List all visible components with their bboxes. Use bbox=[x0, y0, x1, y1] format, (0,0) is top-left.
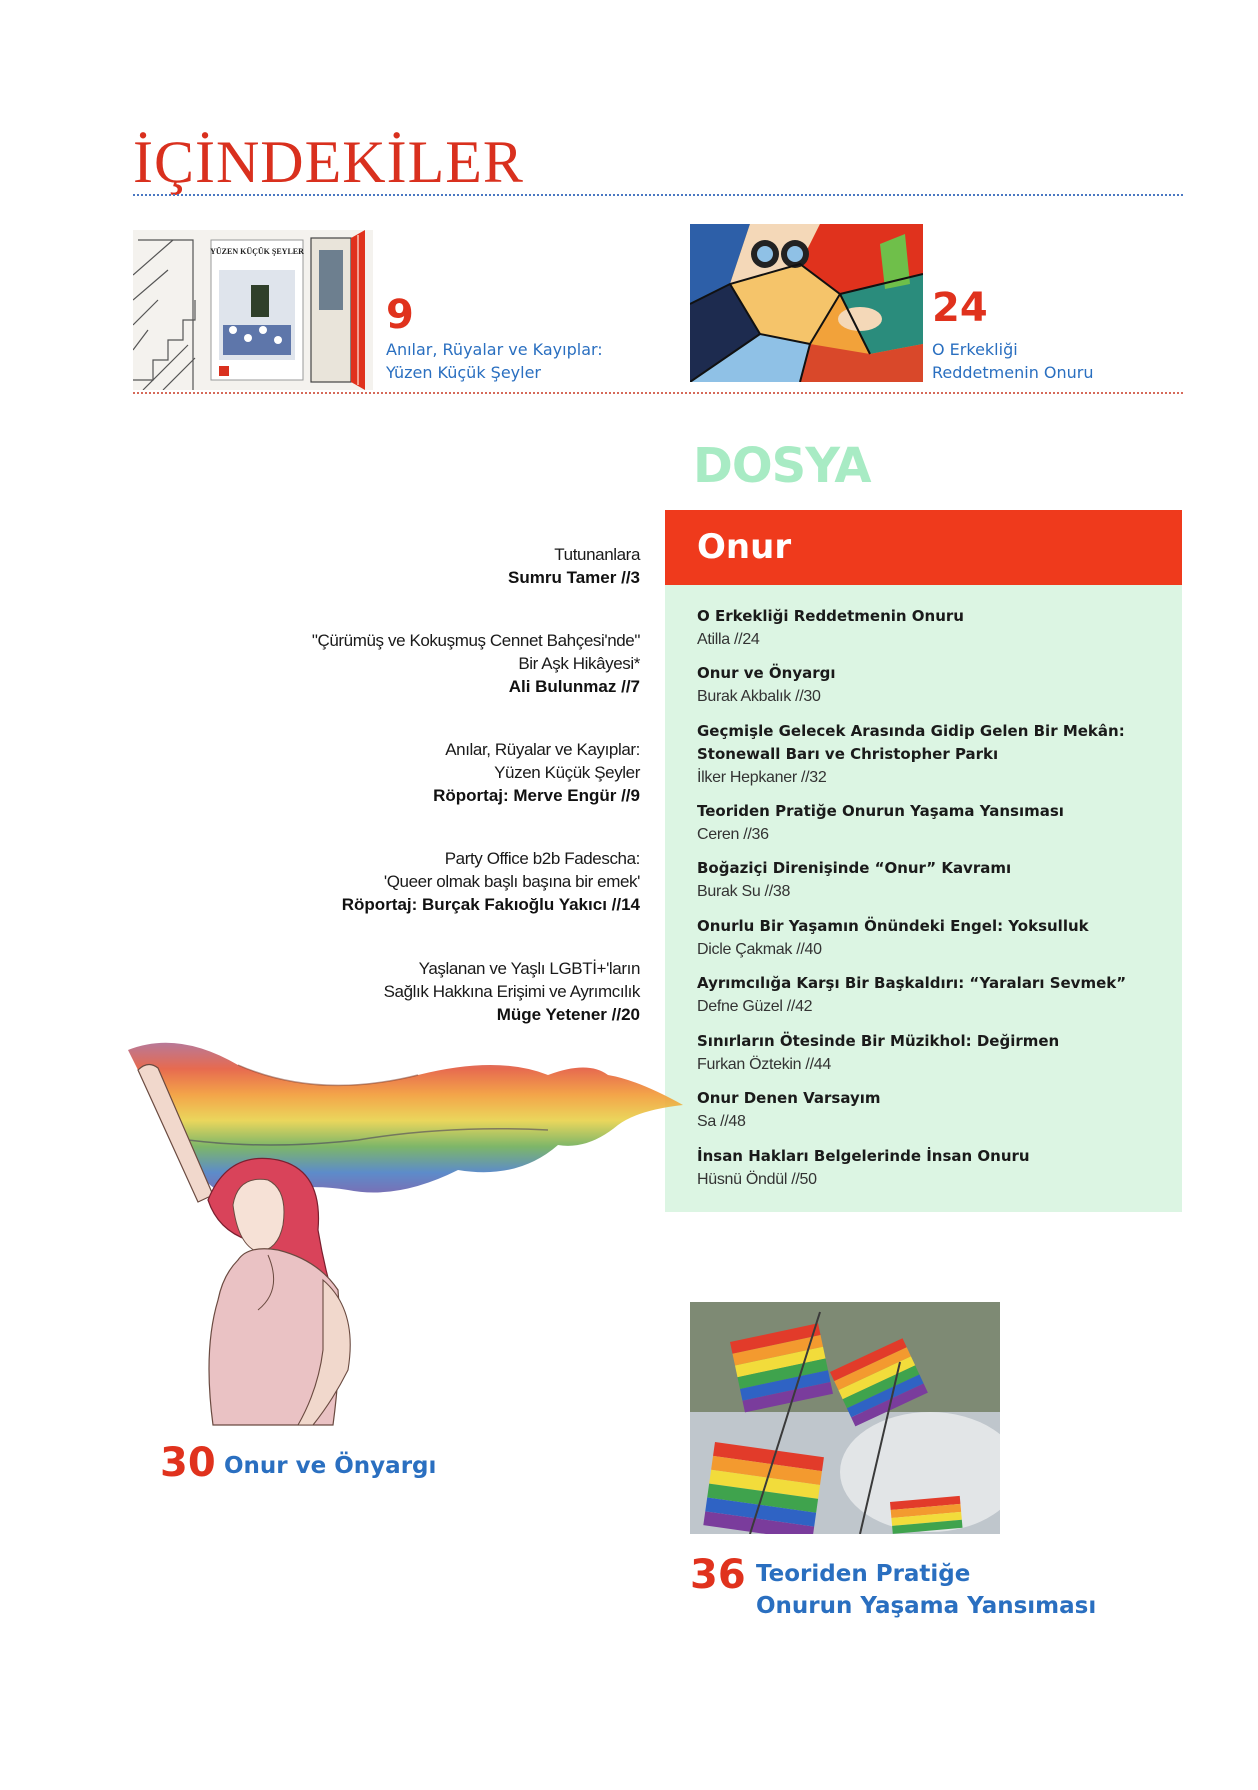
dosya-entry[interactable] bbox=[697, 662, 1167, 708]
dosya-entry-author: Burak Su //38 bbox=[697, 883, 791, 900]
toc-entry-title: Sağlık Hakkına Erişimi ve Ayrımcılık bbox=[383, 982, 640, 1001]
toc-entry[interactable] bbox=[312, 629, 640, 698]
toc-entry-title: Anılar, Rüyalar ve Kayıplar: bbox=[445, 740, 640, 759]
dosya-header-title: Onur bbox=[697, 527, 792, 567]
dosya-entry-author: İlker Hepkaner //32 bbox=[697, 769, 827, 786]
header-divider bbox=[133, 194, 1183, 196]
svg-text:YÜZEN KÜÇÜK ŞEYLER: YÜZEN KÜÇÜK ŞEYLER bbox=[210, 247, 304, 256]
feature-image-collage[interactable] bbox=[690, 224, 923, 382]
dosya-entry-author: Defne Güzel //42 bbox=[697, 998, 813, 1015]
dosya-entry[interactable] bbox=[697, 915, 1167, 961]
dosya-entry-author: Sa //48 bbox=[697, 1113, 746, 1130]
dosya-entry-title: Ayrımcılığa Karşı Bir Başkaldırı: “Yaraları Sevmek” bbox=[697, 974, 1127, 992]
toc-entry-author: Röportaj: Merve Engür //9 bbox=[433, 786, 640, 805]
dosya-entry[interactable] bbox=[697, 1030, 1167, 1076]
dosya-entry[interactable] bbox=[697, 972, 1167, 1018]
dosya-label: DOSYA bbox=[693, 438, 871, 494]
dosya-entry-title: Boğaziçi Direnişinde “Onur” Kavramı bbox=[697, 859, 1012, 877]
dosya-entry[interactable] bbox=[697, 720, 1167, 789]
feature-image-pride-photo[interactable] bbox=[690, 1302, 1000, 1534]
dosya-entry[interactable] bbox=[697, 800, 1167, 846]
feature-number: 36 bbox=[690, 1552, 746, 1598]
collage-illustration-icon bbox=[690, 224, 923, 382]
toc-entry-title: Yüzen Küçük Şeyler bbox=[494, 763, 640, 782]
toc-entry-title: "Çürümüş ve Kokuşmuş Cennet Bahçesi'nde" bbox=[311, 631, 640, 650]
feature-image-book-cover[interactable] bbox=[133, 230, 373, 390]
feature-number: 30 bbox=[160, 1440, 216, 1486]
features-divider bbox=[133, 392, 1183, 394]
book-illustration-icon bbox=[133, 230, 373, 390]
dosya-entry[interactable] bbox=[697, 605, 1167, 651]
toc-entry[interactable] bbox=[433, 738, 640, 807]
dosya-entry-author: Furkan Öztekin //44 bbox=[697, 1056, 831, 1073]
toc-entry-title: Bir Aşk Hikâyesi* bbox=[518, 654, 640, 673]
feature-text[interactable]: O Erkekliği Reddetmenin Onuru bbox=[932, 340, 1094, 382]
dosya-entry-title: Sınırların Ötesinde Bir Müzikhol: Değirmen bbox=[697, 1032, 1060, 1050]
toc-entry[interactable] bbox=[508, 543, 640, 589]
toc-entry-title: 'Queer olmak başlı başına bir emek' bbox=[383, 872, 640, 891]
toc-entry-author: Röportaj: Burçak Fakıoğlu Yakıcı //14 bbox=[341, 895, 640, 914]
dosya-entry-title: Onur ve Önyargı bbox=[697, 664, 836, 682]
feature-text[interactable]: Onur ve Önyargı bbox=[224, 1453, 437, 1479]
feature-text[interactable]: Teoriden Pratiğe Onurun Yaşama Yansıması bbox=[756, 1561, 1097, 1619]
dosya-entry-title: O Erkekliği Reddetmenin Onuru bbox=[697, 607, 964, 625]
feature-number: 24 bbox=[932, 285, 988, 331]
dosya-entry-title: İnsan Hakları Belgelerinde İnsan Onuru bbox=[697, 1147, 1030, 1165]
toc-entry[interactable] bbox=[384, 957, 640, 1026]
feature-number: 9 bbox=[386, 292, 414, 338]
toc-entry-author: Sumru Tamer //3 bbox=[508, 568, 640, 587]
toc-entry-title: Yaşlanan ve Yaşlı LGBTİ+'ların bbox=[418, 959, 640, 978]
dosya-entry[interactable] bbox=[697, 1087, 1167, 1133]
dosya-entry-author: Hüsnü Öndül //50 bbox=[697, 1171, 817, 1188]
dosya-entry[interactable] bbox=[697, 1145, 1167, 1191]
dosya-entry[interactable] bbox=[697, 857, 1167, 903]
page-title: İÇİNDEKİLER bbox=[133, 129, 524, 195]
toc-entry-title: Tutunanlara bbox=[554, 545, 640, 564]
dosya-entry-title: Teoriden Pratiğe Onurun Yaşama Yansıması bbox=[697, 802, 1064, 820]
flag-illustration bbox=[118, 1030, 688, 1440]
feature-text[interactable]: Anılar, Rüyalar ve Kayıplar: Yüzen Küçük Şeyler bbox=[386, 340, 603, 382]
pride-flags-photo-icon bbox=[690, 1302, 1000, 1534]
dosya-entry-author: Ceren //36 bbox=[697, 826, 769, 843]
toc-entry-author: Ali Bulunmaz //7 bbox=[508, 677, 640, 696]
dosya-entry-author: Atilla //24 bbox=[697, 631, 760, 648]
toc-entry-title: Party Office b2b Fadescha: bbox=[444, 849, 640, 868]
dosya-entry-title: Onurlu Bir Yaşamın Önündeki Engel: Yoksulluk bbox=[697, 917, 1089, 935]
toc-entry[interactable] bbox=[342, 847, 640, 916]
dosya-entry-title: Onur Denen Varsayım bbox=[697, 1089, 881, 1107]
toc-entry-author: Müge Yetener //20 bbox=[496, 1005, 640, 1024]
dosya-entry-title: Geçmişle Gelecek Arasında Gidip Gelen Bir Mekân: Stonewall Barı ve Christopher Parkı bbox=[697, 722, 1125, 763]
rainbow-flag-woman-icon bbox=[118, 1030, 688, 1440]
dosya-entry-author: Burak Akbalık //30 bbox=[697, 688, 821, 705]
dosya-entry-author: Dicle Çakmak //40 bbox=[697, 941, 822, 958]
